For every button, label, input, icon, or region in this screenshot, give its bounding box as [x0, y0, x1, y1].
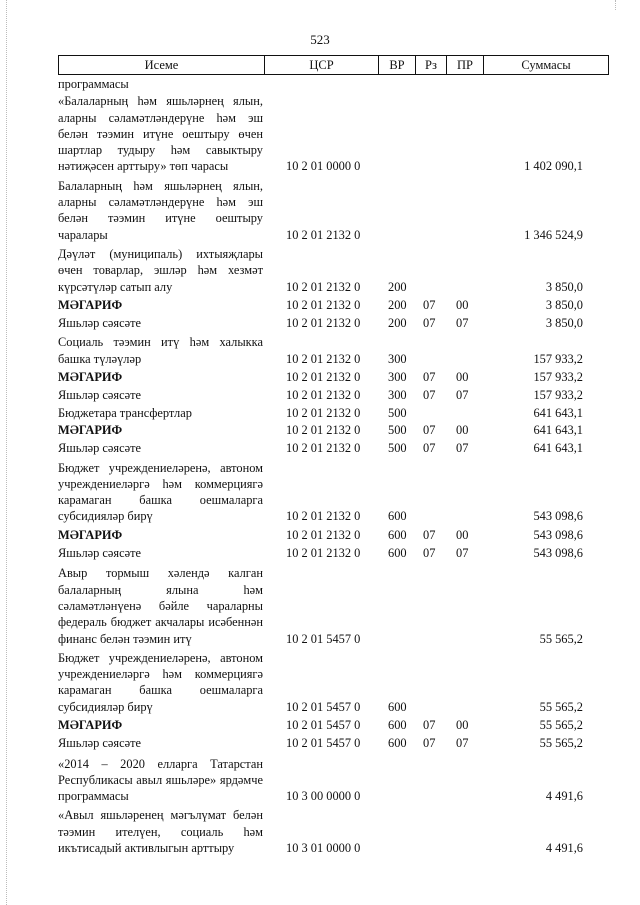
row-csr: 10 2 01 2132 0 [286, 546, 361, 561]
row-pr: 07 [456, 316, 469, 331]
row-name: Дәүләт (муниципаль) ихтыяҗлары өчен товарлар, эшләр һәм хезмәт күрсәтүләр сатып алу [58, 246, 263, 294]
table-row [58, 545, 609, 561]
row-rz: 07 [423, 388, 436, 403]
row-csr: 10 3 00 0000 0 [286, 789, 361, 804]
row-csr: 10 2 01 2132 0 [286, 405, 361, 420]
row-vr: 300 [388, 351, 407, 366]
row-csr: 10 2 01 2132 0 [286, 351, 361, 366]
table-row [58, 717, 609, 733]
row-csr: 10 2 01 2132 0 [286, 388, 361, 403]
row-name: МӘГАРИФ [58, 370, 123, 385]
header-pr: ПР [457, 58, 473, 72]
row-sum: 157 933,2 [533, 351, 583, 366]
row-sum: 55 565,2 [539, 699, 583, 714]
row-rz: 07 [423, 527, 436, 542]
row-csr: 10 2 01 5457 0 [286, 736, 361, 751]
row-name: МӘГАРИФ [58, 527, 123, 542]
row-pr: 00 [456, 717, 469, 732]
table-header [58, 55, 609, 75]
row-sum: 157 933,2 [533, 370, 583, 385]
header-sum: Суммасы [521, 58, 571, 72]
header-vr: ВР [389, 58, 405, 72]
row-csr: 10 2 01 2132 0 [286, 527, 361, 542]
row-csr: 10 2 01 2132 0 [286, 441, 361, 456]
table-body [58, 76, 609, 856]
row-pr: 00 [456, 297, 469, 312]
row-vr: 300 [388, 370, 407, 385]
row-sum: 1 346 524,9 [524, 227, 583, 242]
row-sum: 55 565,2 [539, 736, 583, 751]
row-rz: 07 [423, 546, 436, 561]
table-row [58, 315, 609, 331]
row-vr: 600 [388, 527, 407, 542]
row-name: МӘГАРИФ [58, 422, 123, 437]
table-row [58, 422, 609, 438]
table-row [58, 405, 609, 421]
row-vr: 600 [388, 546, 407, 561]
row-name: «Балаларның һәм яшьләрнең ялын, аларны сәламәтләндерүне һәм эш белән тәэмин итүне оештыру өчен шартлар тудыру һәм савыктыру нәтиҗәсен арттыру» төп чарасы [58, 94, 263, 174]
row-rz: 07 [423, 422, 436, 437]
row-pr: 00 [456, 370, 469, 385]
row-sum: 641 643,1 [533, 422, 583, 437]
row-csr: 10 2 01 2132 0 [286, 279, 361, 294]
table-row [58, 297, 609, 313]
row-csr: 10 2 01 5457 0 [286, 717, 361, 732]
row-sum: 641 643,1 [533, 405, 583, 420]
row-vr: 200 [388, 297, 407, 312]
row-csr: 10 2 01 2132 0 [286, 422, 361, 437]
row-vr: 600 [388, 736, 407, 751]
row-pr: 07 [456, 736, 469, 751]
row-pr: 00 [456, 527, 469, 542]
row-sum: 3 850,0 [545, 297, 583, 312]
row-name: «Авыл яшьләренең мәгълүмат белән тәэмин ителүен, социаль һәм икътисадый активлыгын арттыру [58, 808, 263, 856]
row-sum: 1 402 090,1 [524, 159, 583, 174]
table-row [58, 387, 609, 403]
table-row [58, 735, 609, 751]
row-vr: 500 [388, 422, 407, 437]
row-name: МӘГАРИФ [58, 297, 123, 312]
row-csr: 10 2 01 2132 0 [286, 509, 361, 524]
scan-corner-mark [615, 0, 626, 10]
budget-table [58, 55, 609, 856]
row-name: Бюджет учреждениеләренә, автоном учреждениеләргә һәм коммерциягә карамаган башка оешмаларга субсидияләр бирү [58, 650, 263, 714]
row-pr: 00 [456, 422, 469, 437]
table-row [58, 460, 609, 525]
row-name: Яшьләр сәясәте [58, 316, 142, 331]
row-csr: 10 2 01 2132 0 [286, 370, 361, 385]
row-name: «2014 – 2020 елларга Татарстан Республикасы авыл яшьләре» ярдәмче программасы [58, 756, 263, 804]
row-name: Социаль тәэмин итү һәм халыкка башка түләүләр [58, 335, 263, 366]
row-sum: 3 850,0 [545, 279, 583, 294]
row-name: Яшьләр сәясәте [58, 736, 142, 751]
table-row [58, 756, 609, 805]
row-csr: 10 2 01 2132 0 [286, 316, 361, 331]
row-csr: 10 2 01 2132 0 [286, 297, 361, 312]
row-rz: 07 [423, 717, 436, 732]
table-row [58, 565, 609, 646]
row-name: Бюджетара трансфертлар [58, 405, 192, 420]
table-row [58, 178, 609, 243]
row-name: Яшьләр сәясәте [58, 441, 142, 456]
row-sum: 543 098,6 [533, 527, 583, 542]
row-sum: 641 643,1 [533, 441, 583, 456]
row-name: МӘГАРИФ [58, 717, 123, 732]
table-row [58, 807, 609, 856]
row-vr: 600 [388, 699, 407, 714]
row-name: Яшьләр сәясәте [58, 546, 142, 561]
table-row [58, 93, 609, 174]
row-name: Бюджет учреждениеләренә, автоном учреждениеләргә һәм коммерциягә карамаган башка оешмаларга субсидияләр бирү [58, 460, 263, 524]
row-sum: 4 491,6 [545, 841, 583, 856]
row-vr: 500 [388, 441, 407, 456]
row-name: Авыр тормыш хәлендә калган балаларның ялына һәм сәламәтләнүенә бәйле чараларны федераль бюджет акчалары исәбеннән финанс белән тәэмин итү [58, 566, 263, 646]
table-row [58, 76, 609, 92]
scan-margin-marks [6, 0, 8, 905]
row-rz: 07 [423, 370, 436, 385]
table-row [58, 334, 609, 367]
row-vr: 500 [388, 405, 407, 420]
header-rz: Рз [425, 58, 437, 72]
table-row [58, 650, 609, 715]
row-rz: 07 [423, 297, 436, 312]
row-vr: 600 [388, 509, 407, 524]
row-rz: 07 [423, 736, 436, 751]
row-sum: 4 491,6 [545, 789, 583, 804]
table-row [58, 527, 609, 543]
table-row [58, 440, 609, 456]
row-vr: 200 [388, 316, 407, 331]
row-sum: 543 098,6 [533, 509, 583, 524]
row-vr: 600 [388, 717, 407, 732]
row-name: Яшьләр сәясәте [58, 388, 142, 403]
table-row [58, 246, 609, 295]
row-name: программасы [58, 77, 129, 91]
row-csr: 10 2 01 2132 0 [286, 227, 361, 242]
row-pr: 07 [456, 388, 469, 403]
row-vr: 300 [388, 388, 407, 403]
row-csr: 10 2 01 0000 0 [286, 159, 361, 174]
row-name: Балаларның һәм яшьләрнең ялын, аларны сәламәтләндерүне һәм эш белән тәэмин итүне оештыру чаралары [58, 178, 263, 242]
row-csr: 10 2 01 5457 0 [286, 699, 361, 714]
row-csr: 10 3 01 0000 0 [286, 841, 361, 856]
row-sum: 55 565,2 [539, 717, 583, 732]
row-sum: 157 933,2 [533, 388, 583, 403]
row-sum: 55 565,2 [539, 631, 583, 646]
row-pr: 07 [456, 546, 469, 561]
row-vr: 200 [388, 279, 407, 294]
row-sum: 3 850,0 [545, 316, 583, 331]
page-number: 523 [310, 32, 330, 47]
row-csr: 10 2 01 5457 0 [286, 631, 361, 646]
row-rz: 07 [423, 316, 436, 331]
row-sum: 543 098,6 [533, 546, 583, 561]
header-name: Исеме [144, 58, 179, 72]
row-rz: 07 [423, 441, 436, 456]
row-pr: 07 [456, 441, 469, 456]
table-row [58, 369, 609, 385]
header-csr: ЦСР [309, 58, 334, 72]
